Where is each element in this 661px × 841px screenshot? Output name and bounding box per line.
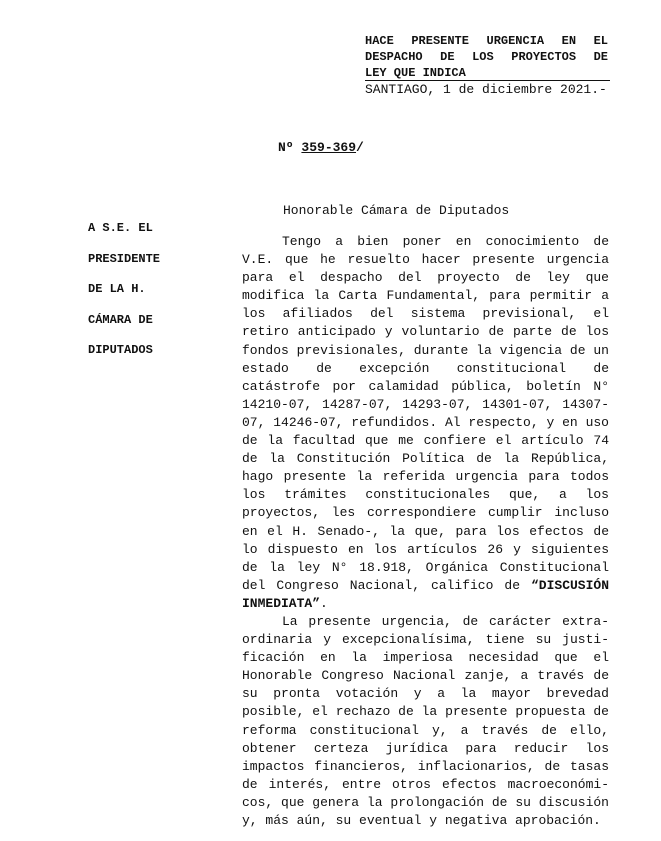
- body-paragraph: [242, 233, 609, 613]
- subject-line: DESPACHO DE LOS PROYECTOS DE: [365, 50, 608, 64]
- subject-line: LEY QUE INDICA: [365, 66, 466, 80]
- number-prefix: Nº: [278, 140, 294, 155]
- body-paragraph: La presente urgencia, de carácter extraordinaria y excepcionalísima, tiene su justificación en la imperiosa necesidad que el Honorable Congreso Nacional zanje, a través de su pronta votación y a la mayor brevedad posible, el rechazo de la presente propuesta de reforma constitucional y, a través de ello, obtener certeza jurídica para reducir los impactos financieros, inflacionarios, de tasas de interés, entre otros efectos macroeconómicos, que genera la prolongación de su discusión y, más aún, su eventual y negativa aprobación.: [242, 613, 609, 828]
- addressee-block: [88, 220, 208, 373]
- urgency-type: “DISCUSIÓN INMEDIATA”: [242, 577, 609, 611]
- document-date: SANTIAGO, 1 de diciembre 2021.-: [365, 80, 610, 98]
- subject-line: HACE PRESENTE URGENCIA EN EL: [365, 34, 608, 48]
- addressee-line: CÁMARA DE: [88, 312, 153, 327]
- letter-body: [242, 233, 609, 830]
- salutation: Honorable Cámara de Diputados: [283, 203, 510, 218]
- document-subject: [365, 33, 608, 81]
- paragraph-text: Tengo a bien poner en conocimiento de V.E. que he resuelto hacer presente urgencia para el despacho del proyecto de ley que modifica la Carta Fundamental, para permitir a los afiliados del sistema previsional, el retiro anticipado y voluntario de parte de los fondos previsionales, durante la vigencia de un estado de excepción constitucional de catástrofe por calamidad pública, boletín N° 14210-07, 14287-07, 14293-07, 14301-07, 14307-07, 14246-07, refundidos. Al respecto, y en uso de la facultad que me confiere el artículo 74 de la Constitución Política de la República, hago presente la referida urgencia para todos los trámites constitucionales que, a los proyectos, les correspondiere cumplir incluso en el H. Senado-, la que, para los efectos de lo dispuesto en los artículos 26 y siguientes de la ley N° 18.918, Orgánica Constitucional del Congreso Nacional, califico de: [242, 234, 609, 593]
- paragraph-end: .: [320, 595, 328, 611]
- addressee-line: DIPUTADOS: [88, 343, 153, 357]
- addressee-line: PRESIDENTE: [88, 251, 161, 266]
- number-suffix: /: [356, 140, 364, 155]
- addressee-line: A S.E. EL: [88, 221, 153, 235]
- number-value: 359-369: [301, 140, 357, 155]
- addressee-line: DE LA H.: [88, 282, 146, 296]
- document-number: [278, 140, 364, 155]
